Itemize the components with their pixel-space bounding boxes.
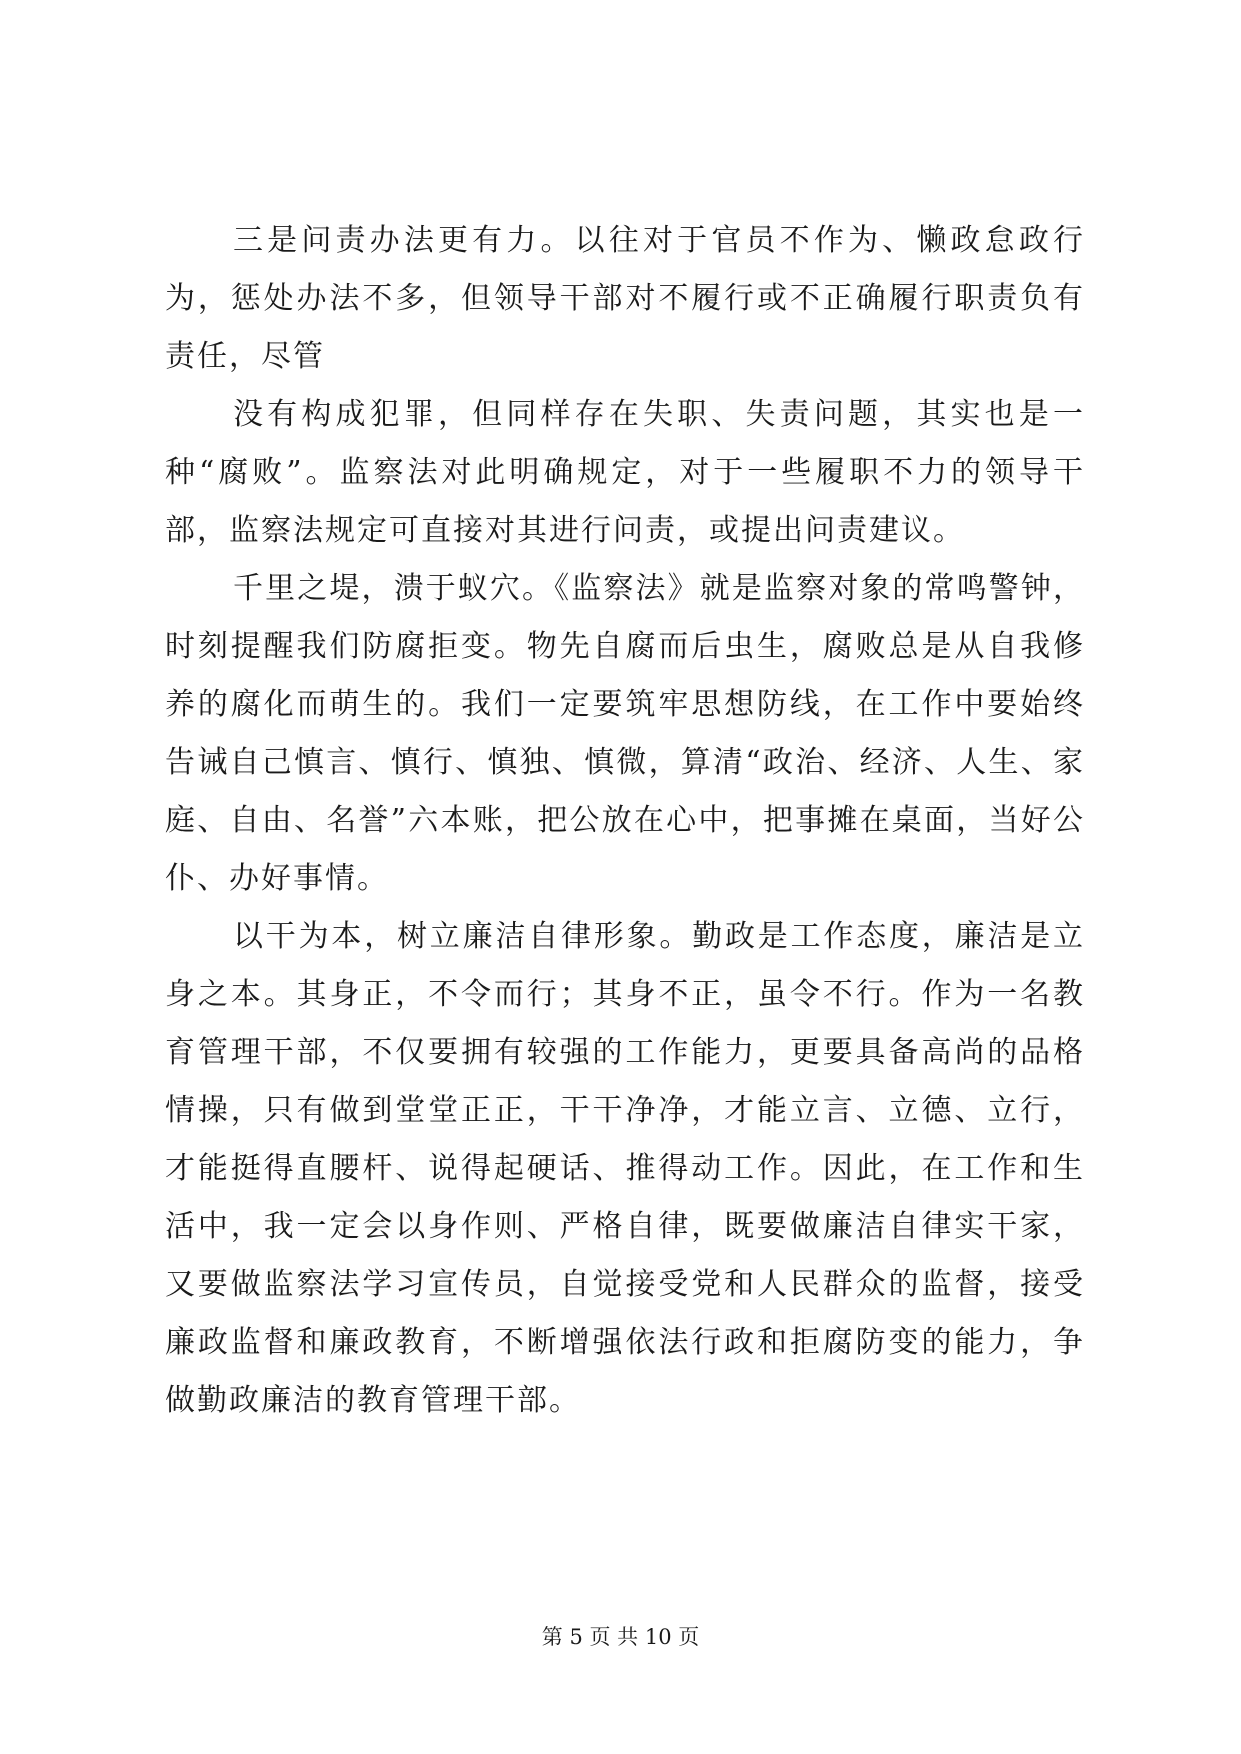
paragraph-4: 以干为本，树立廉洁自律形象。勤政是工作态度，廉洁是立身之本。其身正，不令而行；其身不正，虽令不行。作为一名教育管理干部，不仅要拥有较强的工作能力，更要具备高尚的品格情操，只有做到堂堂正正，干干净净，才能立言、立德、立行，才能挺得直腰杆、说得起硬话、推得动工作。因此，在工作和生活中，我一定会以身作则、严格自律，既要做廉洁自律实干家，又要做监察法学习宣传员，自觉接受党和人民群众的监督，接受廉政监督和廉政教育，不断增强依法行政和拒腐防变的能力，争做勤政廉洁的教育管理干部。 xyxy=(165,919,1085,1418)
paragraph-2: 没有构成犯罪，但同样存在失职、失责问题，其实也是一种“腐败”。监察法对此明确规定，对于一些履职不力的领导干部，监察法规定可直接对其进行问责，或提出问责建议。 xyxy=(165,397,1085,548)
page-number-footer: 第 5 页 共 10 页 xyxy=(541,1625,700,1649)
paragraph-3: 千里之堤，溃于蚁穴。《监察法》就是监察对象的常鸣警钟，时刻提醒我们防腐拒变。物先自腐而后虫生，腐败总是从自我修养的腐化而萌生的。我们一定要筑牢思想防线，在工作中要始终告诫自己慎言、慎行、慎独、慎微，算清“政治、经济、人生、家庭、自由、名誉”六本账，把公放在心中，把事摊在桌面，当好公仆、办好事情。 xyxy=(165,571,1085,896)
paragraph-1: 三是问责办法更有力。以往对于官员不作为、懒政怠政行为，惩处办法不多，但领导干部对不履行或不正确履行职责负有责任，尽管 xyxy=(165,223,1085,374)
document-body xyxy=(165,212,1085,1430)
